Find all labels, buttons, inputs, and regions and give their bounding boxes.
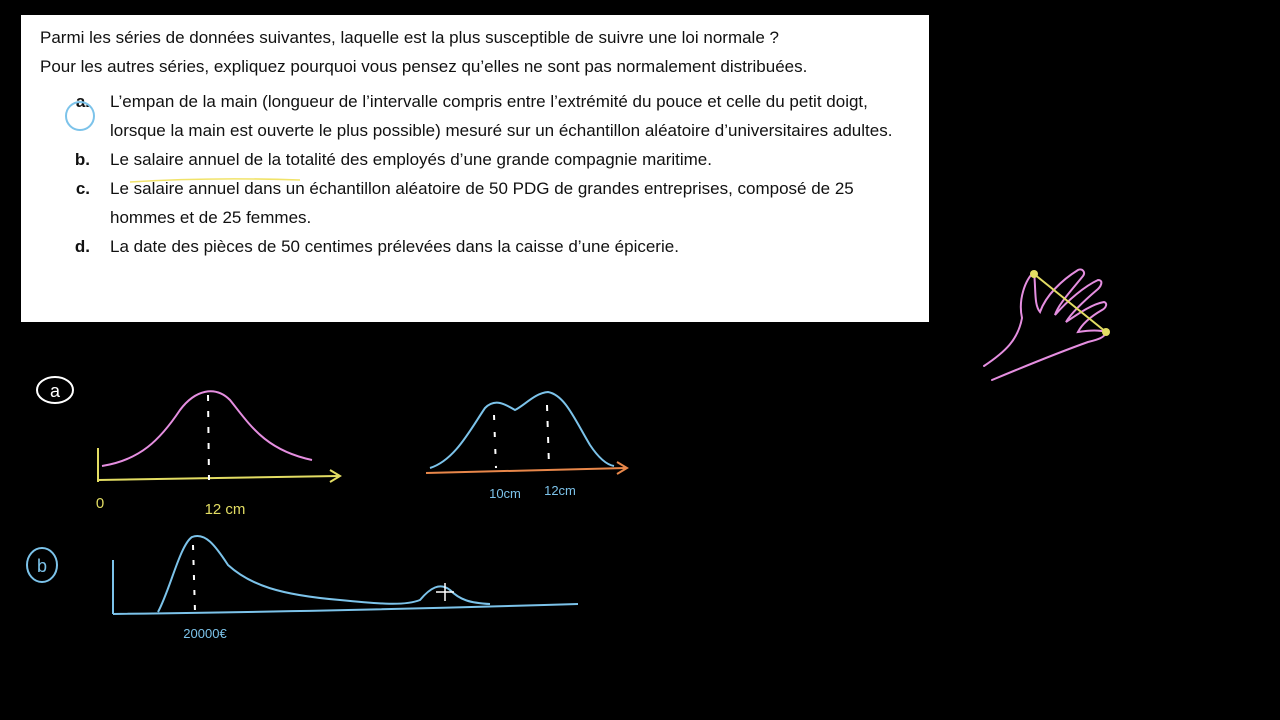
option-text: La date des pièces de 50 centimes prélevées dans la caisse d’une épicerie. bbox=[110, 237, 679, 256]
label-b-circle bbox=[27, 548, 57, 582]
pinky-point-marker bbox=[1102, 328, 1110, 336]
x-axis-a bbox=[98, 476, 338, 480]
x-axis-arrow-a bbox=[330, 470, 340, 482]
origin-label: 0 bbox=[95, 495, 105, 512]
option-list bbox=[40, 87, 909, 261]
right-mode-line bbox=[547, 405, 549, 466]
x-axis-b bbox=[113, 604, 578, 614]
option-text: Le salaire annuel dans un échantillon aléatoire de 50 PDG de grandes entreprises, composé de 25 hommes et de 25 femmes. bbox=[110, 179, 854, 227]
hand-sketch-icon bbox=[984, 269, 1106, 380]
bell-curve bbox=[102, 391, 312, 466]
option-c bbox=[40, 174, 909, 232]
crosshair-cursor-icon bbox=[436, 583, 454, 601]
x-axis-bimodal bbox=[426, 468, 626, 473]
option-letter: b. bbox=[74, 150, 90, 169]
mean-line-a bbox=[208, 395, 209, 480]
bimodal-right-label: 12cm bbox=[544, 483, 576, 498]
label-a-circle bbox=[37, 377, 73, 403]
left-mode-line bbox=[494, 415, 496, 468]
label-b-text: b bbox=[36, 556, 48, 576]
bimodal-left-label: 10cm bbox=[489, 486, 521, 501]
label-a-text: a bbox=[49, 381, 61, 401]
question-line-1: Parmi les séries de données suivantes, laquelle est la plus susceptible de suivre une loi normale ? bbox=[40, 28, 779, 47]
option-letter: c. bbox=[75, 179, 90, 198]
option-text: L’empan de la main (longueur de l’intervalle compris entre l’extrémité du pouce et celle du petit doigt, lorsque la main est ouverte le plus possible) mesuré sur un échantillon aléatoire d’universitaires adultes. bbox=[110, 92, 893, 140]
bimodal-curve-graph bbox=[426, 392, 627, 501]
option-b bbox=[40, 145, 909, 174]
option-letter: a. bbox=[75, 92, 90, 111]
mean-label-a: 12 cm bbox=[204, 501, 246, 518]
normal-curve-graph bbox=[96, 391, 340, 518]
option-letter: d. bbox=[74, 237, 90, 256]
option-text: Le salaire annuel de la totalité des employés d’une grande compagnie maritime. bbox=[110, 150, 712, 169]
question-line-2: Pour les autres séries, expliquez pourquoi vous pensez qu’elles ne sont pas normalement distribuées. bbox=[40, 57, 808, 76]
mean-label-b: 20000€ bbox=[183, 626, 227, 641]
option-d bbox=[40, 232, 909, 261]
question-card bbox=[21, 15, 929, 322]
hand-span-line bbox=[1034, 274, 1106, 332]
thumb-point-marker bbox=[1030, 270, 1038, 278]
mode-line-b bbox=[193, 545, 195, 612]
option-a bbox=[40, 87, 909, 145]
right-skewed-curve bbox=[158, 536, 490, 612]
x-axis-arrow-bimodal bbox=[617, 462, 627, 474]
skewed-curve-graph bbox=[113, 536, 578, 641]
bimodal-curve bbox=[430, 392, 614, 468]
